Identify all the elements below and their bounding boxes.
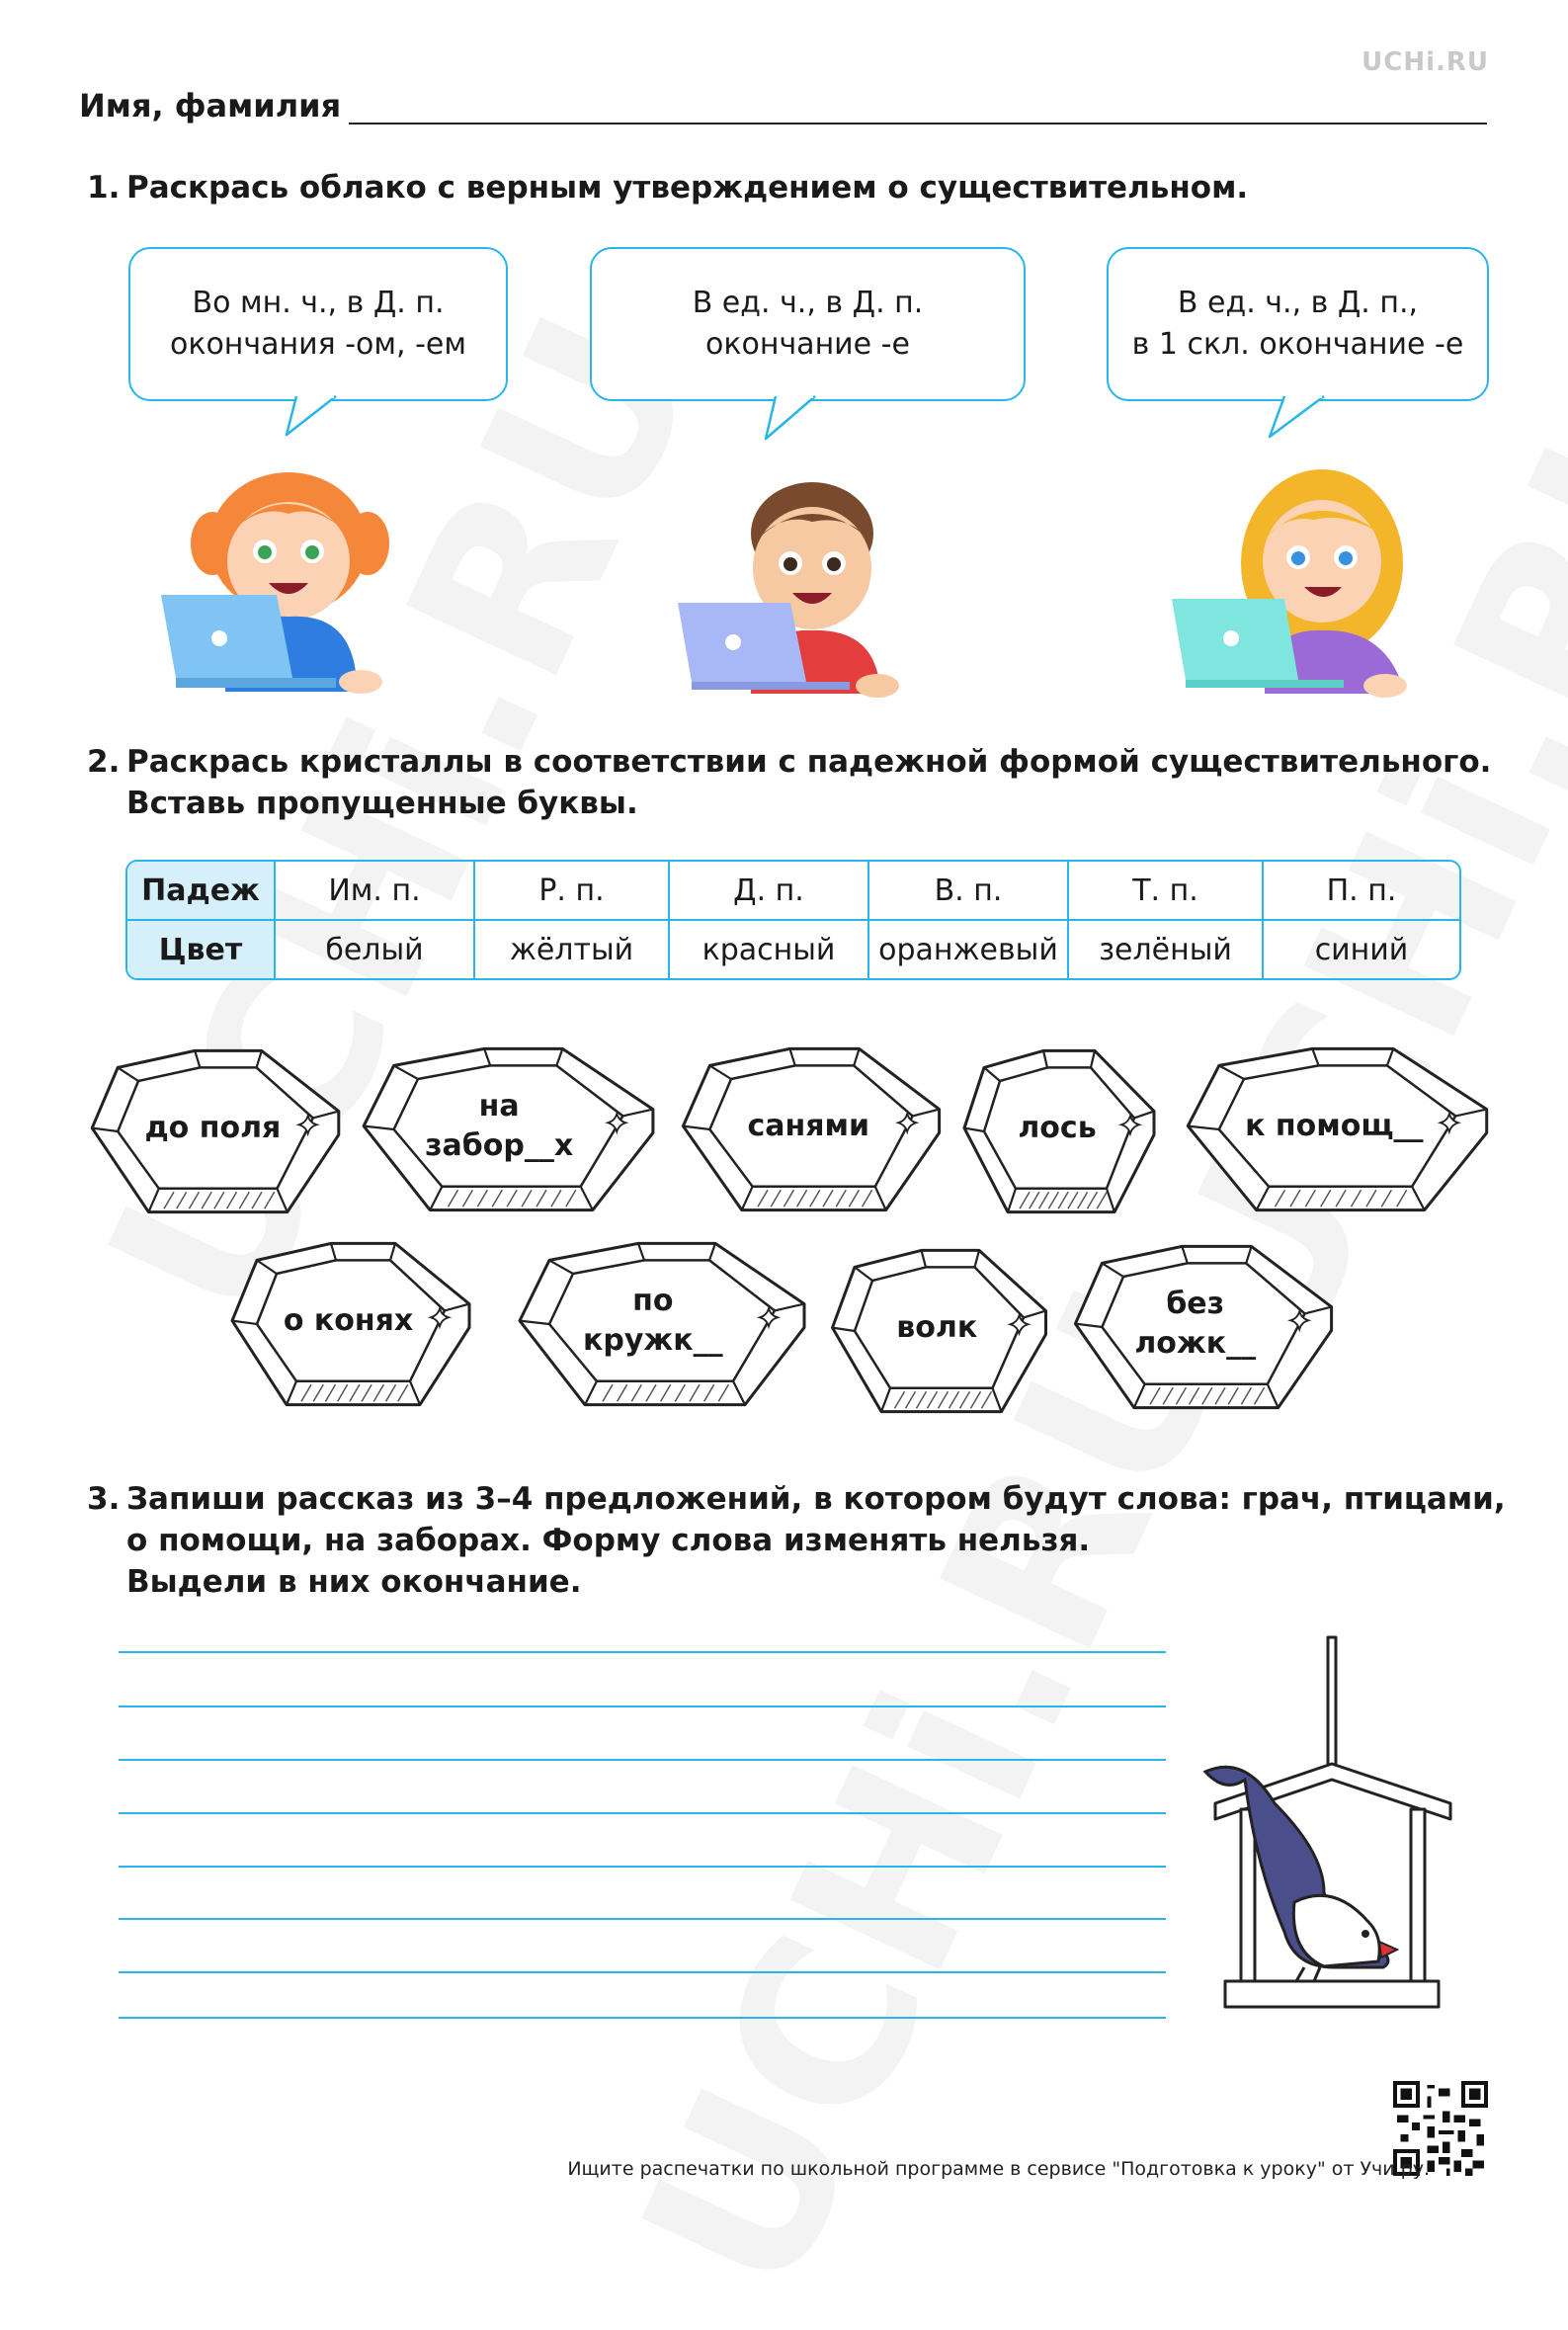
crystal-label: к помощ__ bbox=[1245, 1108, 1424, 1143]
writing-line[interactable] bbox=[119, 2017, 1166, 2019]
task2-line1: Раскрась кристаллы в соответствии с падежной формой существительного. bbox=[126, 744, 1492, 780]
color-cell: красный bbox=[670, 921, 869, 978]
bubble-1-line1: Во мн. ч., в Д. п. bbox=[192, 286, 445, 320]
writing-line[interactable] bbox=[119, 1866, 1166, 1868]
task1-number: 1. bbox=[87, 170, 121, 206]
case-cell: Им. п. bbox=[276, 862, 475, 921]
crystal-label: до поля bbox=[144, 1110, 282, 1145]
case-cell: П. п. bbox=[1264, 862, 1459, 921]
task2-line2: Вставь пропущенные буквы. bbox=[126, 786, 638, 821]
color-cell: оранжевый bbox=[869, 921, 1069, 978]
crystal-label: без ложк__ bbox=[1134, 1286, 1257, 1361]
task3-line2: о помощи, на заборах. Форму слова изменять нельзя. bbox=[126, 1523, 1091, 1558]
case-color-table bbox=[125, 860, 1461, 980]
color-cell: зелёный bbox=[1069, 921, 1264, 978]
task3-line1: Запиши рассказ из 3–4 предложений, в котором будут слова: грач, птицами, bbox=[126, 1481, 1506, 1517]
bubble-tails bbox=[0, 0, 1568, 474]
bubble-2-line1: В ед. ч., в Д. п. bbox=[692, 286, 924, 320]
task3-heading bbox=[87, 1478, 1506, 1603]
task3-line3: Выдели в них окончание. bbox=[126, 1564, 582, 1600]
writing-line[interactable] bbox=[119, 1759, 1166, 1761]
task2-number: 2. bbox=[87, 744, 121, 780]
crystal-label: о конях bbox=[283, 1302, 414, 1338]
writing-line[interactable] bbox=[119, 1971, 1166, 1973]
table-row-colors bbox=[127, 921, 1459, 978]
case-cell: Т. п. bbox=[1069, 862, 1264, 921]
color-cell: синий bbox=[1314, 932, 1409, 967]
color-cell: жёлтый bbox=[475, 921, 670, 978]
row-head-case: Падеж bbox=[127, 862, 276, 921]
brand-logo: UCHi.RU bbox=[1362, 47, 1489, 77]
task3-number: 3. bbox=[87, 1481, 121, 1517]
writing-line[interactable] bbox=[119, 1812, 1166, 1814]
bubble-1-line2: окончания -ом, -ем bbox=[169, 327, 467, 362]
writing-line[interactable] bbox=[119, 1706, 1166, 1707]
crystal-label: на забор__х bbox=[425, 1088, 574, 1163]
table-row-cases bbox=[127, 862, 1459, 921]
writing-line[interactable] bbox=[119, 1651, 1166, 1653]
crystal-label: санями bbox=[747, 1108, 870, 1143]
writing-line[interactable] bbox=[119, 1918, 1166, 1920]
crystal-label: по кружк__ bbox=[583, 1283, 723, 1358]
case-cell: Р. п. bbox=[475, 862, 670, 921]
name-label: Имя, фамилия bbox=[79, 87, 342, 125]
boy-illustration bbox=[678, 482, 899, 698]
color-cell: белый bbox=[276, 921, 475, 978]
task1-text: Раскрась облако с верным утверждением о существительном. bbox=[126, 170, 1249, 206]
case-cell: В. п. bbox=[869, 862, 1069, 921]
task2-heading bbox=[87, 741, 1491, 824]
crystal-label: волк bbox=[896, 1309, 978, 1345]
footer-note: Ищите распечатки по школьной программе в сервисе "Подготовка к уроку" от Учи.ру. bbox=[567, 2158, 1430, 2180]
bubble-2-line2: окончание -е bbox=[705, 327, 910, 362]
bird-feeder-illustration bbox=[1186, 1635, 1462, 2031]
case-cell: Д. п. bbox=[670, 862, 869, 921]
child-illustrations bbox=[0, 435, 1568, 711]
bubble-3-line1: В ед. ч., в Д. п., bbox=[1177, 286, 1419, 320]
bubble-3-line2: в 1 скл. окончание -е bbox=[1131, 327, 1464, 362]
girl-red-hair-illustration bbox=[161, 472, 389, 694]
crystal-label: лось bbox=[1018, 1110, 1097, 1145]
girl-blonde-illustration bbox=[1172, 469, 1407, 698]
row-head-color: Цвет bbox=[127, 921, 276, 978]
